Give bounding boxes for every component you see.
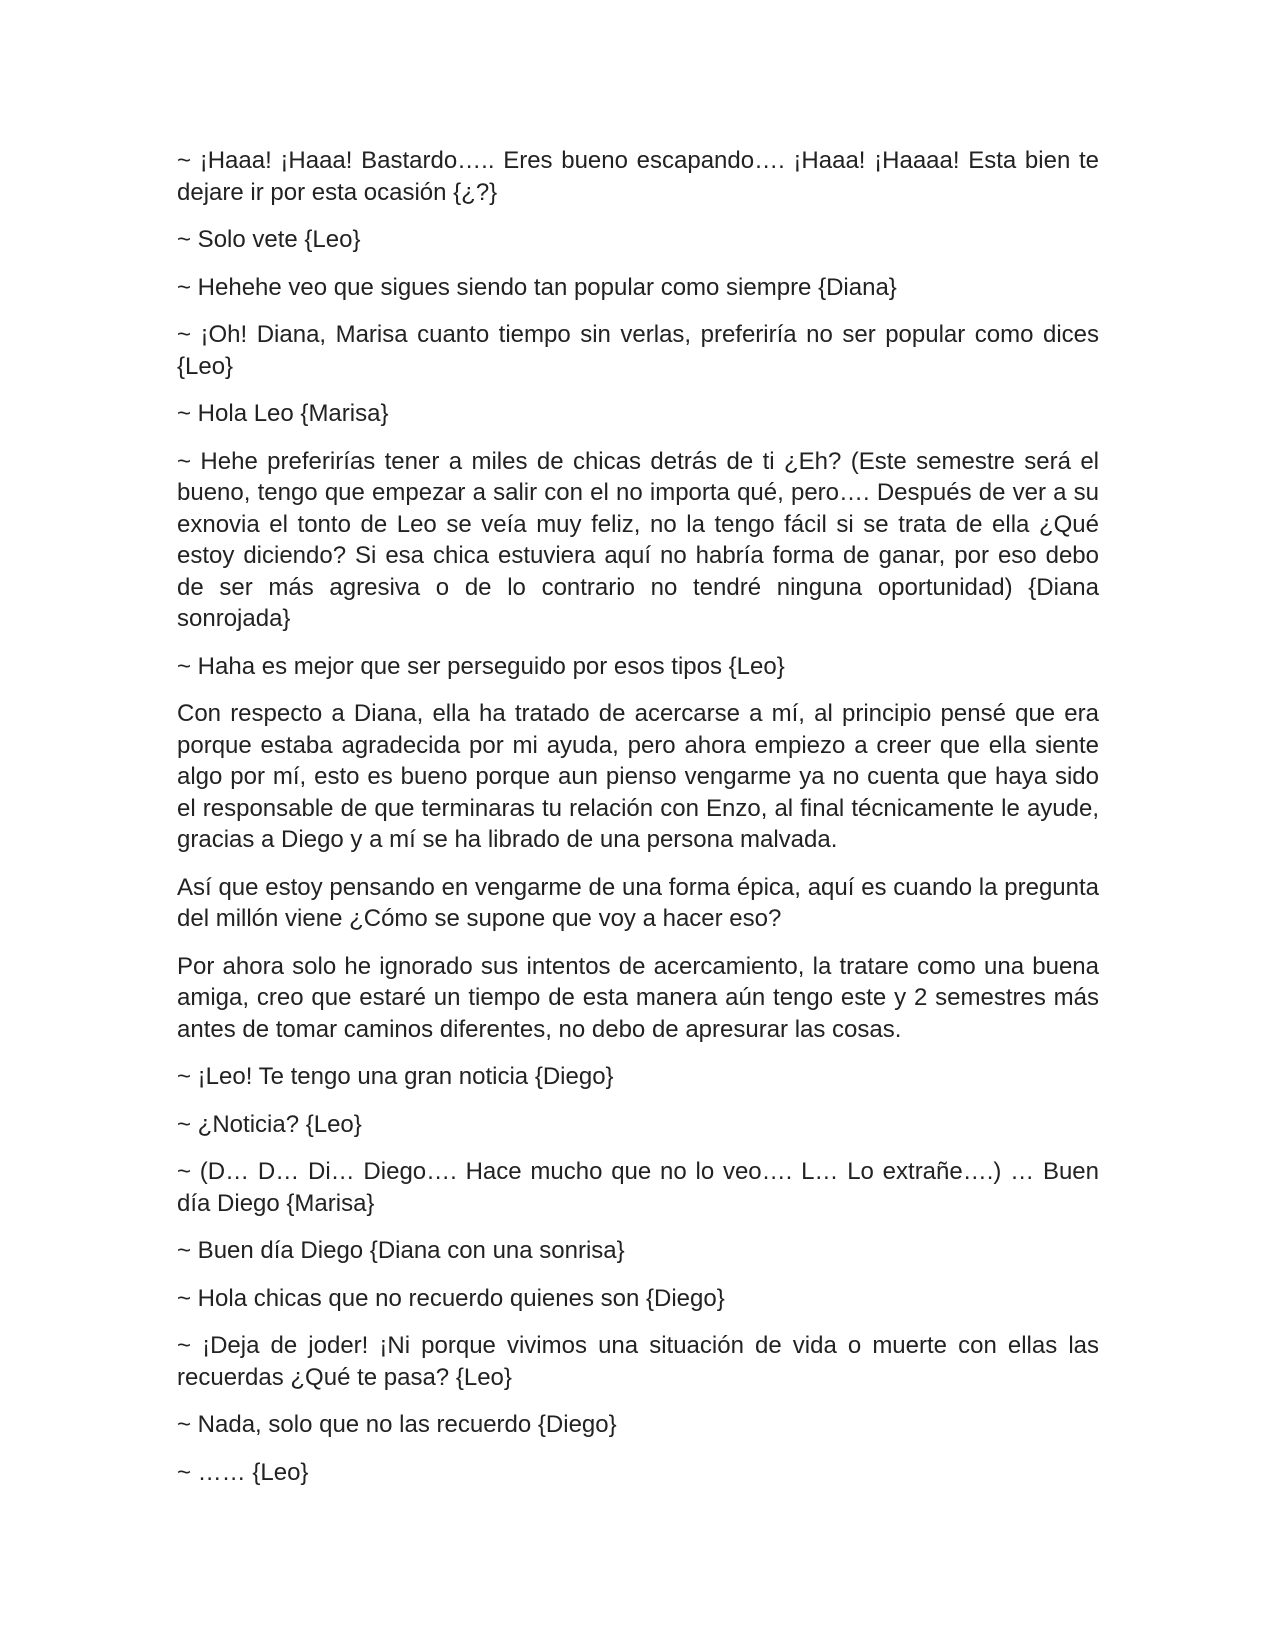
dialogue-line: ~ Hola chicas que no recuerdo quienes son {Diego} [177,1284,725,1312]
dialogue-line: ~ Solo vete {Leo} [177,226,361,253]
narrative-paragraph: Así que estoy pensando en vengarme de una forma épica, aquí es cuando la pregunta del millón viene ¿Cómo se supone que voy a hacer eso? [177,873,1099,932]
document-body [177,145,1099,1504]
dialogue-line: ~ (D… D… Di… Diego…. Hace mucho que no lo veo…. L… Lo extrañe….) … Buen día Diego {Marisa} [177,1158,1099,1217]
dialogue-line: ~ Hehe preferirías tener a miles de chicas detrás de ti ¿Eh? (Este semestre será el bueno, tengo que empezar a salir con el no importa qué, pero…. Después de ver a su exnovia el tonto de Leo se veía muy feliz, no la tengo fácil si se trata de ella ¿Qué estoy diciendo? Si esa chica estuviera aquí no habría forma de ganar, por eso debo de ser más agresiva o de lo contrario no tendré ninguna oportunidad) {Diana sonrojada} [177,447,1099,632]
dialogue-line: ~ ¿Noticia? {Leo} [177,1110,362,1138]
dialogue-line: ~ ¡Oh! Diana, Marisa cuanto tiempo sin verlas, preferiría no ser popular como dices {Leo} [177,321,1099,380]
narrative-paragraph: Con respecto a Diana, ella ha tratado de acercarse a mí, al principio pensé que era porque estaba agradecida por mi ayuda, pero ahora empiezo a creer que ella siente algo por mí, esto es bueno porque aun pienso vengarme ya no cuenta que haya sido el responsable de que terminaras tu relación con Enzo, al final técnicamente le ayude, gracias a Diego y a mí se ha librado de una persona malvada. [177,700,1099,853]
dialogue-line: ~ Hehehe veo que sigues siendo tan popular como siempre {Diana} [177,273,897,301]
dialogue-line: ~ ¡Deja de joder! ¡Ni porque vivimos una situación de vida o muerte con ellas las recuerdas ¿Qué te pasa? {Leo} [177,1332,1099,1391]
dialogue-line: ~ Nada, solo que no las recuerdo {Diego} [177,1411,617,1438]
narrative-paragraph: Por ahora solo he ignorado sus intentos de acercamiento, la tratare como una buena amiga, creo que estaré un tiempo de esta manera aún tengo este y 2 semestres más antes de tomar caminos diferentes, no debo de apresurar las cosas. [177,952,1099,1043]
dialogue-line: ~ Haha es mejor que ser perseguido por esos tipos {Leo} [177,652,785,680]
dialogue-line: ~ ¡Leo! Te tengo una gran noticia {Diego} [177,1063,614,1090]
dialogue-line: ~ Buen día Diego {Diana con una sonrisa} [177,1237,625,1264]
dialogue-line: ~ ¡Haaa! ¡Haaa! Bastardo….. Eres bueno escapando…. ¡Haaa! ¡Haaaa! Esta bien te dejare ir por esta ocasión {¿?} [177,147,1099,206]
dialogue-line: ~ …… {Leo} [177,1458,309,1486]
dialogue-line: ~ Hola Leo {Marisa} [177,400,389,427]
